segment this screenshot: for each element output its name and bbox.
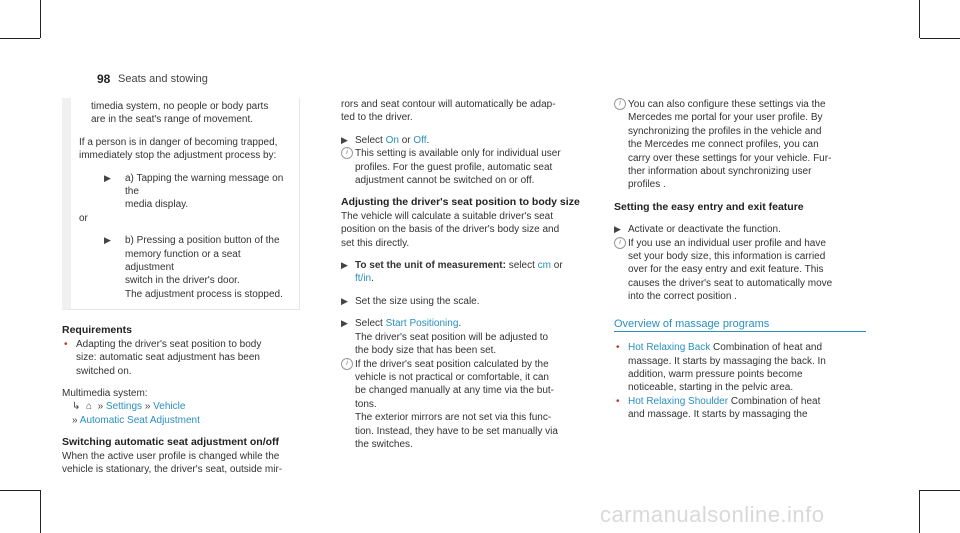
- text-line: profiles. For the guest profile, automatic seat: [355, 161, 553, 173]
- info-note: [341, 147, 586, 187]
- text-line: and massage. It starts by massaging the: [628, 409, 808, 421]
- bullet-icon: •: [616, 395, 620, 407]
- text-line: You can also configure these settings via the: [628, 99, 826, 110]
- text-line: media display.: [125, 199, 189, 211]
- nav-settings: Settings: [105, 401, 143, 413]
- text-line: When the active user profile is changed while the: [62, 450, 280, 462]
- text-line: switch in the driver's door.: [125, 275, 240, 287]
- arrow-right-icon: ▶: [341, 134, 348, 145]
- step-activate: [614, 223, 866, 236]
- step-start: [341, 317, 586, 357]
- text-line: massage. It starts by massaging the back. In: [628, 355, 826, 367]
- option-ftin: ft/in: [355, 273, 372, 285]
- option-start-positioning: Start Positioning: [385, 318, 459, 330]
- text-line: a) Tapping the warning message on the: [125, 172, 284, 198]
- option-on: On: [385, 134, 399, 146]
- info-note: [614, 237, 866, 304]
- option-off: Off: [413, 134, 427, 146]
- bullet-icon: •: [616, 342, 620, 354]
- text-line: timedia system, no people or body parts: [91, 101, 269, 112]
- massage-item: [614, 395, 866, 422]
- text-line: The vehicle will calculate a suitable driver's seat: [341, 210, 554, 222]
- text-line: The exterior mirrors are not set via this func-: [355, 412, 552, 424]
- text-line: position on the basis of the driver's body size and: [341, 224, 560, 236]
- text-line: the Mercedes me connect profiles, you can: [628, 139, 819, 151]
- text-line: are in the seat's range of movement.: [91, 114, 253, 126]
- column-3: [614, 98, 866, 422]
- double-chevron-icon: »: [144, 401, 151, 413]
- text-line: the body size that has been set.: [355, 345, 497, 357]
- overview-heading: Overview of massage programs: [614, 318, 866, 332]
- info-icon: i: [614, 237, 626, 249]
- program-hot-back: Hot Relaxing Back: [628, 342, 711, 354]
- warning-box: [62, 98, 300, 310]
- text-line: over for the easy entry and exit feature. This: [628, 264, 824, 276]
- crop-mark: [920, 38, 960, 39]
- text-line: memory function or a seat adjustment: [125, 248, 241, 274]
- arrow-right-icon: ▶: [104, 172, 111, 183]
- requirement-item: [62, 338, 310, 378]
- text-line: the switches.: [355, 438, 413, 450]
- text-line: To set the unit of measurement: select cm or: [355, 260, 563, 272]
- text-line: size: automatic seat adjustment has been: [76, 352, 260, 364]
- watermark: carmanualsonline.info: [600, 502, 825, 527]
- text-line: synchronizing the profiles in the vehicle and: [628, 125, 822, 137]
- info-icon: i: [341, 358, 353, 370]
- option-cm: cm: [537, 260, 551, 272]
- text-line: causes the driver's seat to automatically move: [628, 277, 833, 289]
- nav-vehicle: Vehicle: [153, 401, 186, 413]
- text-line: b) Pressing a position button of the: [125, 235, 280, 247]
- crop-mark: [0, 38, 40, 39]
- text-line: tion. Instead, they have to be set manually via: [355, 425, 558, 437]
- switching-heading: Switching automatic seat adjustment on/off: [62, 436, 280, 449]
- page-number: 98: [97, 72, 111, 86]
- text-line: set your body size, this information is carried: [628, 251, 826, 263]
- text-line: or: [79, 212, 88, 224]
- text-line: Hot Relaxing Back Combination of heat and: [628, 342, 823, 354]
- text-line: Select Start Positioning.: [355, 318, 462, 330]
- info-icon: i: [341, 147, 353, 159]
- requirements-heading: Requirements: [62, 324, 133, 337]
- menu-path: [62, 400, 310, 413]
- crop-mark: [920, 490, 960, 491]
- text-line: rors and seat contour will automatically be adap-: [341, 99, 556, 110]
- info-note: [341, 358, 586, 452]
- text-line: Multimedia system:: [62, 387, 148, 399]
- program-hot-shoulder: Hot Relaxing Shoulder: [628, 395, 729, 407]
- crop-mark: [40, 0, 41, 38]
- text-line: carry over these settings for your vehicle. Fur-: [628, 152, 832, 164]
- text-line: switched on.: [76, 365, 132, 377]
- text-line: profiles .: [628, 179, 666, 191]
- text-line: noticeable, starting in the pelvic area.: [628, 382, 794, 394]
- arrow-right-icon: ▶: [614, 224, 621, 235]
- adjusting-heading: Adjusting the driver's seat position to body size: [341, 196, 580, 209]
- text-line: adjustment cannot be switched on or off.: [355, 175, 535, 187]
- text-line: If the driver's seat position calculated by the: [355, 358, 549, 370]
- text-line: set this directly.: [341, 237, 410, 249]
- info-icon: i: [614, 98, 626, 110]
- text-line: into the correct position .: [628, 291, 737, 303]
- bullet-icon: •: [64, 338, 68, 350]
- home-icon: ⌂: [83, 401, 95, 413]
- text-line: The adjustment process is stopped.: [125, 288, 283, 300]
- text-line: vehicle is stationary, the driver's seat, outside mir-: [62, 463, 283, 475]
- easy-entry-heading: Setting the easy entry and exit feature: [614, 200, 804, 213]
- step-select-on-off: [341, 134, 586, 147]
- overview-heading-row: [614, 318, 866, 332]
- text-line: Adapting the driver's seat position to body: [76, 338, 262, 350]
- menu-path-2: [62, 414, 310, 427]
- text-line: If you use an individual user profile and have: [628, 237, 826, 249]
- text-line: Set the size using the scale.: [355, 295, 480, 307]
- arrow-right-icon: ▶: [341, 318, 348, 329]
- double-chevron-icon: »: [72, 414, 78, 426]
- text-line: be changed manually at any time via the but-: [355, 385, 555, 397]
- text-line: Activate or deactivate the function.: [628, 224, 781, 236]
- step-a: [79, 172, 291, 212]
- crop-mark: [40, 490, 41, 533]
- step-size: [341, 295, 586, 308]
- step-b: [79, 234, 291, 301]
- crop-mark: [919, 0, 920, 38]
- text-line: This setting is available only for individual user: [355, 148, 561, 160]
- arrow-right-icon: ▶: [341, 260, 348, 271]
- massage-item: [614, 341, 866, 395]
- text-line: If a person is in danger of becoming trapped,: [79, 136, 278, 148]
- column-1: [62, 98, 310, 476]
- text-line: ft/in.: [355, 273, 374, 285]
- text-line: Mercedes me portal for your user profile. By: [628, 112, 823, 124]
- arrow-right-icon: ▶: [341, 295, 348, 306]
- arrow-right-icon: ▶: [104, 235, 111, 246]
- text-line: ted to the driver.: [341, 112, 413, 124]
- text-line: The driver's seat position will be adjusted to: [355, 331, 549, 343]
- info-note: [614, 98, 866, 192]
- crop-mark: [0, 490, 40, 491]
- text-line: vehicle is not practical or comfortable, it can: [355, 371, 549, 383]
- text-line: Hot Relaxing Shoulder Combination of heat: [628, 395, 821, 407]
- crop-mark: [919, 490, 920, 533]
- step-unit: [341, 259, 586, 286]
- text-line: addition, warm pressure points become: [628, 368, 803, 380]
- nav-automatic-seat: Automatic Seat Adjustment: [79, 414, 200, 426]
- section-title: Seats and stowing: [118, 73, 208, 85]
- text-line: Select On or Off.: [355, 134, 430, 146]
- text-line: immediately stop the adjustment process by:: [79, 150, 277, 162]
- enter-arrow-icon: ↳: [72, 401, 81, 413]
- double-chevron-icon: »: [97, 401, 104, 413]
- text-line: tons.: [355, 398, 377, 410]
- text-line: ther information about synchronizing user: [628, 166, 812, 178]
- column-2: [341, 98, 586, 451]
